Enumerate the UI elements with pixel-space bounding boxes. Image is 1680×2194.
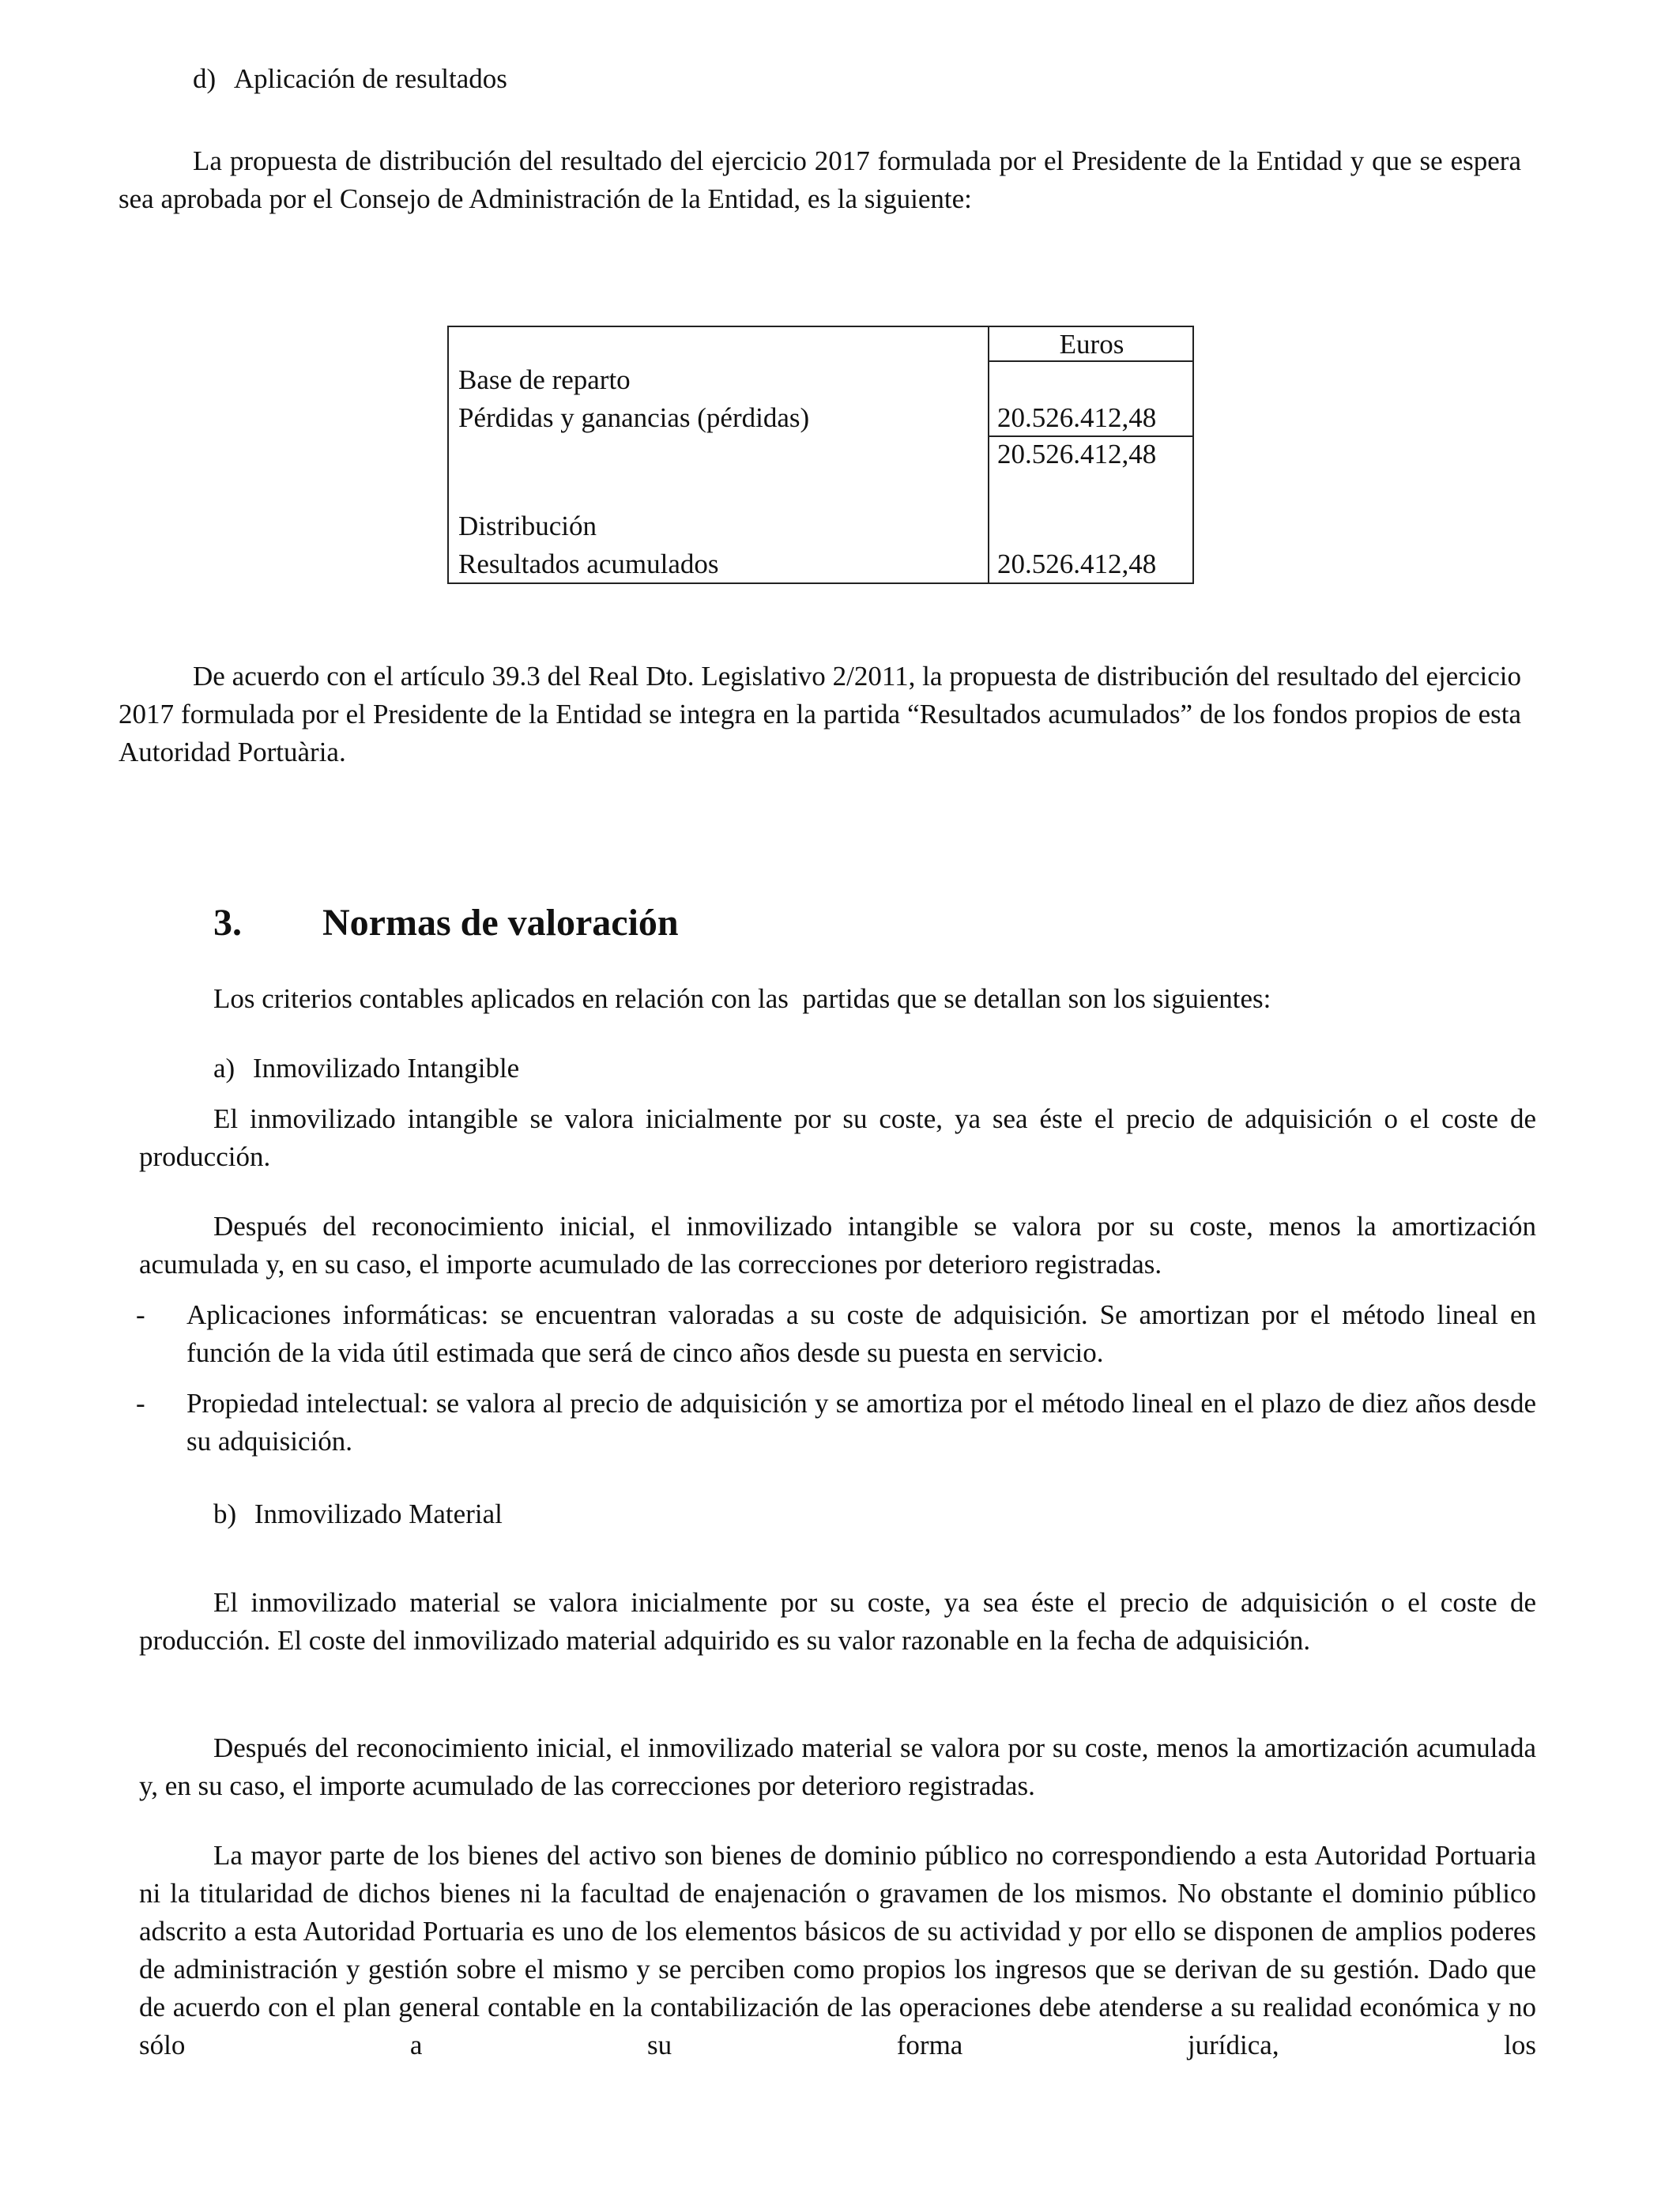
table-header-euros: Euros [1059, 329, 1124, 360]
table-pyg-value: 20.526.412,48 [997, 402, 1157, 433]
bullet-dash: - [136, 1299, 145, 1330]
section-3-title: Normas de valoración [322, 902, 679, 944]
table-subtotal-value: 20.526.412,48 [997, 439, 1157, 469]
subsection-b-label: b) [213, 1498, 237, 1529]
table-base-label: Base de reparto [458, 364, 631, 395]
subsection-a-title: Inmovilizado Intangible [252, 1053, 520, 1084]
section-3-intro: Los criterios contables aplicados en relación con las partidas que se detallan son los siguientes: [213, 983, 1271, 1014]
subsection-a-paragraph-2: Después del reconocimiento inicial, el inmovilizado intangible se valora por su coste, menos la amortización acumulada y, en su caso, el importe acumulado de las correcciones por deterioro registradas. [139, 1211, 1536, 1280]
paragraph-intro-distribution: La propuesta de distribución del resultado del ejercicio 2017 formulada por el Presidente de la Entidad y que se espera sea aprobada por el Consejo de Administración de la Entidad, es la siguiente: [119, 145, 1521, 214]
table-distribution-label: Distribución [458, 511, 597, 541]
paragraph-article-reference: De acuerdo con el artículo 39.3 del Real Dto. Legislativo 2/2011, la propuesta de distribución del resultado del ejercicio 2017 formulada por el Presidente de la Entidad se integra en la partida “Resultados acumulados” de los fondos propios de esta Autoridad Portuària. [119, 661, 1521, 767]
subsection-b-title: Inmovilizado Material [254, 1498, 503, 1529]
section-d-heading [193, 60, 507, 98]
section-d-label: d) [193, 63, 217, 94]
bullet-software-text: Aplicaciones informáticas: se encuentran valoradas a su coste de adquisición. Se amortizan por el método lineal en función de la vida útil estimada que será de cinco años desde su puesta en servicio. [186, 1299, 1536, 1368]
subsection-b-heading [213, 1495, 503, 1533]
table-accum-value: 20.526.412,48 [997, 548, 1157, 579]
subsection-a-heading [213, 1050, 519, 1088]
bullet-dash: - [136, 1388, 145, 1419]
section-3-number: 3. [213, 902, 242, 944]
section-d-title: Aplicación de resultados [233, 63, 507, 94]
subsection-a-paragraph-1: El inmovilizado intangible se valora inicialmente por su coste, ya sea éste el precio de adquisición o el coste de producción. [139, 1103, 1536, 1172]
bullet-intellectual-property-text: Propiedad intelectual: se valora al precio de adquisición y se amortiza por el método lineal en el plazo de diez años desde su adquisición. [186, 1388, 1536, 1457]
subsection-a-label: a) [213, 1053, 235, 1084]
subsection-b-paragraph-2: Después del reconocimiento inicial, el inmovilizado material se valora por su coste, menos la amortización acumulada y, en su caso, el importe acumulado de las correcciones por deterioro registradas. [139, 1732, 1536, 1801]
section-3-heading [213, 899, 679, 947]
table-pyg-label: Pérdidas y ganancias (pérdidas) [458, 402, 810, 433]
table-column-divider [988, 326, 989, 584]
subsection-b-paragraph-1: El inmovilizado material se valora inicialmente por su coste, ya sea éste el precio de adquisición o el coste de producción. El coste del inmovilizado material adquirido es su valor razonable en la fecha de adquisición. [139, 1587, 1536, 1656]
table-accum-label: Resultados acumulados [458, 548, 719, 579]
subsection-b-paragraph-3: La mayor parte de los bienes del activo son bienes de dominio público no correspondiendo a esta Autoridad Portuaria ni la titularidad de dichos bienes ni la facultad de enajenación o gravamen de los mismos. No obstante el dominio público adscrito a esta Autoridad Portuaria es uno de los elementos básicos de su actividad y por ello se disponen de amplios poderes de administración y gestión sobre el mismo y se perciben como propios los ingresos que se derivan de su gestión. Dado que de acuerdo con el plan general contable en la contabilización de las operaciones debe atenderse a su realidad económica y no sólo a su forma jurídica, los [139, 1840, 1536, 2060]
